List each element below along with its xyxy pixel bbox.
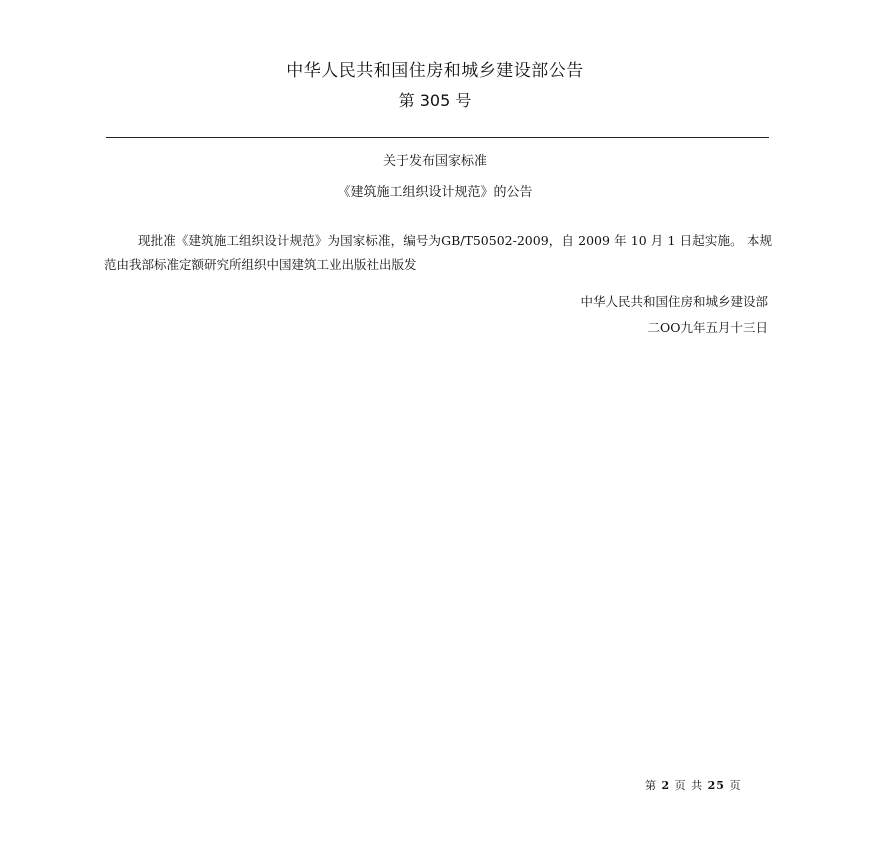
notice-body: 现批准《建筑施工组织设计规范》为国家标准，编号为GB/T50502-2009，自 2009 年 10 月 1 日起实施。 本规范由我部标准定额研究所组织中国建筑工业出版社出版发 — [104, 233, 772, 272]
page-middle: 页 共 — [674, 779, 704, 792]
page-suffix: 页 — [729, 779, 742, 792]
page-number — [645, 777, 741, 793]
announcement-title: 中华人民共和国住房和城乡建设部公告 — [286, 61, 584, 81]
page-current: 2 — [661, 779, 671, 792]
announcement-number: 第 305 号 — [398, 91, 472, 110]
notice-subtitle-line2: 《建筑施工组织设计规范》的公告 — [337, 185, 533, 200]
page-total: 25 — [707, 779, 725, 792]
issue-date: 二OO九年五月十三日 — [647, 320, 768, 335]
page-prefix: 第 — [645, 779, 657, 792]
notice-subtitle-line1: 关于发布国家标准 — [382, 154, 487, 169]
issuing-authority: 中华人民共和国住房和城乡建设部 — [580, 294, 768, 309]
header-divider — [106, 137, 769, 138]
